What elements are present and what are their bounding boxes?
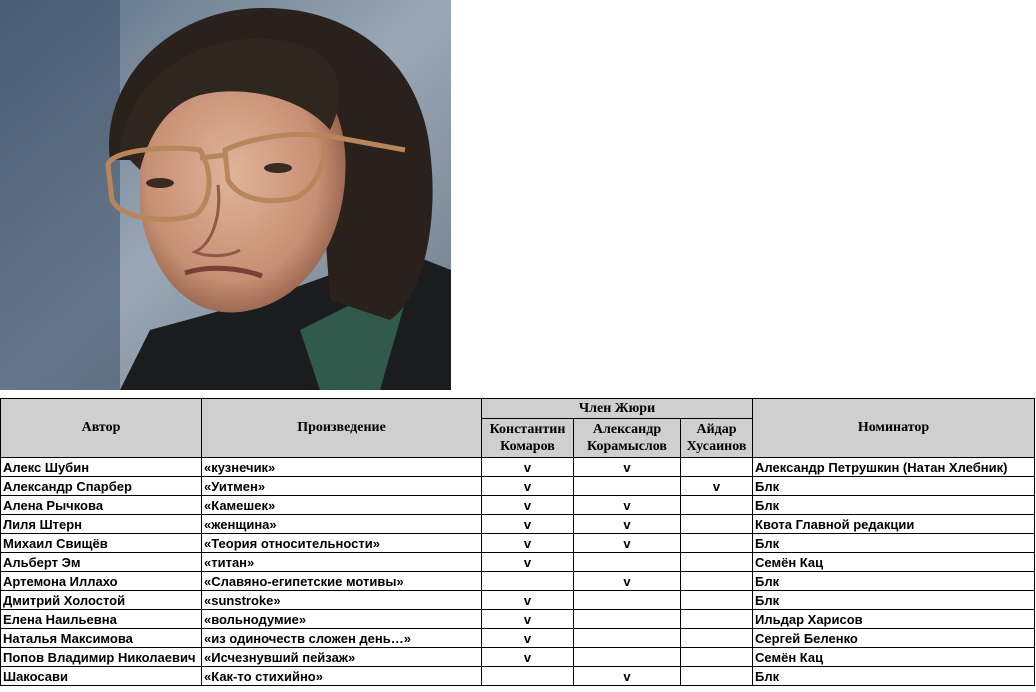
portrait-photo	[0, 0, 451, 390]
work-cell: «из одиночеств сложен день…»	[202, 629, 482, 648]
jury-3-mark	[681, 553, 753, 572]
table-header-row	[1, 399, 1035, 419]
table-row	[1, 610, 1035, 629]
author-cell: Михаил Свищёв	[1, 534, 202, 553]
jury-3-mark	[681, 515, 753, 534]
author-cell: Лиля Штерн	[1, 515, 202, 534]
author-cell: Наталья Максимова	[1, 629, 202, 648]
jury-2-mark	[574, 591, 681, 610]
nominator-cell: Блк	[753, 496, 1035, 515]
jury-3-mark	[681, 648, 753, 667]
work-cell: «sunstroke»	[202, 591, 482, 610]
author-cell: Алена Рычкова	[1, 496, 202, 515]
header-author: Автор	[1, 399, 202, 458]
table-row	[1, 458, 1035, 477]
work-cell: «титан»	[202, 553, 482, 572]
jury-1-mark	[482, 667, 574, 686]
table-row	[1, 534, 1035, 553]
nominator-cell: Ильдар Харисов	[753, 610, 1035, 629]
table-row	[1, 667, 1035, 686]
jury-3-first-name: Айдар	[696, 422, 737, 437]
nominator-cell: Блк	[753, 572, 1035, 591]
header-jury-1	[482, 419, 574, 458]
jury-3-mark	[681, 610, 753, 629]
header-jury-group: Член Жюри	[482, 399, 753, 419]
jury-1-mark: v	[482, 648, 574, 667]
nominator-cell: Блк	[753, 477, 1035, 496]
nominator-cell: Сергей Беленко	[753, 629, 1035, 648]
header-nominator: Номинатор	[753, 399, 1035, 458]
nominator-cell: Квота Главной редакции	[753, 515, 1035, 534]
author-cell: Артемона Иллахо	[1, 572, 202, 591]
header-work: Произведение	[202, 399, 482, 458]
table-row	[1, 572, 1035, 591]
jury-1-mark: v	[482, 458, 574, 477]
jury-table	[0, 398, 1035, 686]
work-cell: «Как-то стихийно»	[202, 667, 482, 686]
jury-2-first-name: Александр	[592, 422, 662, 437]
jury-2-mark	[574, 477, 681, 496]
table-row	[1, 477, 1035, 496]
table-row	[1, 553, 1035, 572]
work-cell: «женщина»	[202, 515, 482, 534]
work-cell: «Уитмен»	[202, 477, 482, 496]
jury-3-last-name: Хусаинов	[686, 439, 747, 454]
header-jury-3	[681, 419, 753, 458]
work-cell: «Славяно-египетские мотивы»	[202, 572, 482, 591]
jury-2-mark	[574, 610, 681, 629]
jury-2-mark	[574, 648, 681, 667]
jury-2-last-name: Корамыслов	[587, 439, 667, 454]
jury-1-mark: v	[482, 610, 574, 629]
table-row	[1, 515, 1035, 534]
work-cell: «Исчезнувший пейзаж»	[202, 648, 482, 667]
jury-1-mark: v	[482, 515, 574, 534]
jury-2-mark: v	[574, 572, 681, 591]
nominator-cell: Блк	[753, 667, 1035, 686]
jury-2-mark: v	[574, 496, 681, 515]
jury-2-mark	[574, 629, 681, 648]
work-cell: «вольнодумие»	[202, 610, 482, 629]
nominator-cell: Блк	[753, 534, 1035, 553]
jury-2-mark	[574, 553, 681, 572]
jury-1-first-name: Константин	[489, 422, 566, 437]
author-cell: Александр Спарбер	[1, 477, 202, 496]
nominator-cell: Блк	[753, 591, 1035, 610]
author-cell: Алекс Шубин	[1, 458, 202, 477]
jury-1-mark: v	[482, 534, 574, 553]
jury-1-last-name: Комаров	[500, 439, 555, 454]
author-cell: Шакосави	[1, 667, 202, 686]
jury-1-mark: v	[482, 496, 574, 515]
author-cell: Попов Владимир Николаевич	[1, 648, 202, 667]
table-row	[1, 591, 1035, 610]
jury-1-mark: v	[482, 629, 574, 648]
author-cell: Альберт Эм	[1, 553, 202, 572]
jury-2-mark: v	[574, 534, 681, 553]
work-cell: «Теория относительности»	[202, 534, 482, 553]
jury-1-mark: v	[482, 553, 574, 572]
jury-1-mark	[482, 572, 574, 591]
jury-1-mark: v	[482, 477, 574, 496]
jury-3-mark	[681, 458, 753, 477]
jury-2-mark: v	[574, 515, 681, 534]
table-row	[1, 629, 1035, 648]
jury-3-mark	[681, 534, 753, 553]
jury-3-mark: v	[681, 477, 753, 496]
nominator-cell: Александр Петрушкин (Натан Хлебник)	[753, 458, 1035, 477]
header-jury-2	[574, 419, 681, 458]
jury-1-mark: v	[482, 591, 574, 610]
jury-3-mark	[681, 667, 753, 686]
jury-3-mark	[681, 496, 753, 515]
jury-3-mark	[681, 591, 753, 610]
jury-3-mark	[681, 572, 753, 591]
jury-3-mark	[681, 629, 753, 648]
nominator-cell: Семён Кац	[753, 648, 1035, 667]
author-cell: Дмитрий Холостой	[1, 591, 202, 610]
table-row	[1, 496, 1035, 515]
nominator-cell: Семён Кац	[753, 553, 1035, 572]
jury-2-mark: v	[574, 667, 681, 686]
work-cell: «кузнечик»	[202, 458, 482, 477]
author-cell: Елена Наильевна	[1, 610, 202, 629]
jury-2-mark: v	[574, 458, 681, 477]
work-cell: «Камешек»	[202, 496, 482, 515]
table-row	[1, 648, 1035, 667]
portrait-illustration	[0, 0, 451, 390]
